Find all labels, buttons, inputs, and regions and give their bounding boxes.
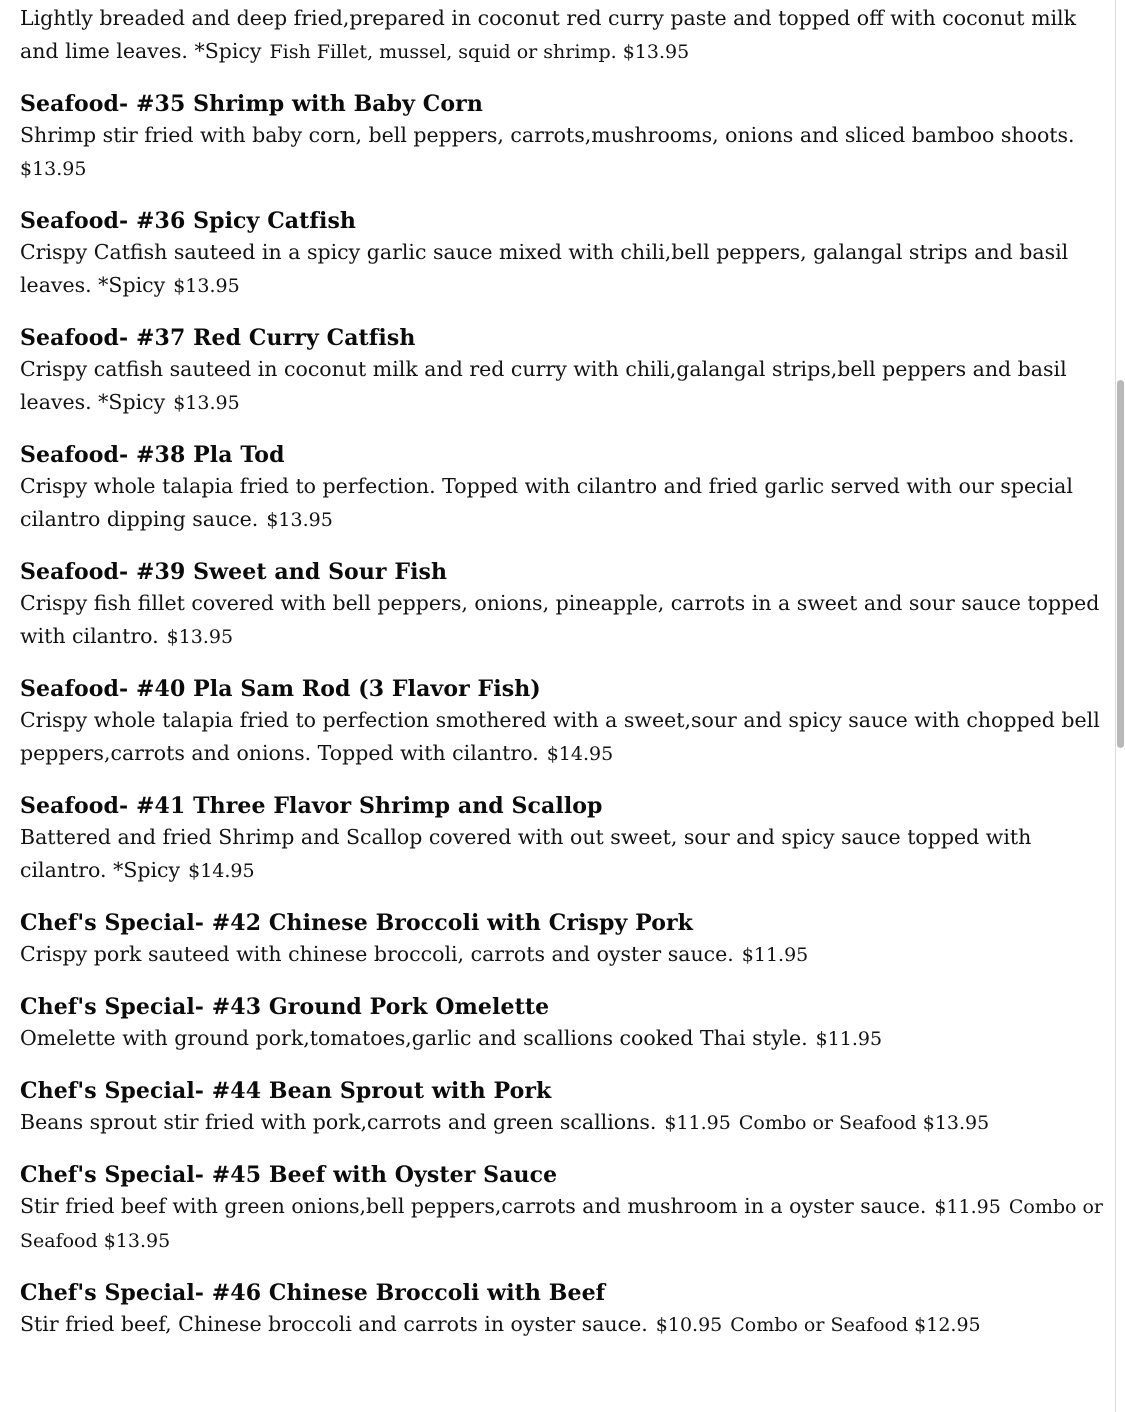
menu-item-extra: Fish Fillet, mussel, squid or shrimp. $13.95 bbox=[269, 41, 690, 63]
menu-item-title: Chef's Special- #46 Chinese Broccoli with Beef bbox=[20, 1280, 606, 1306]
menu-item-price: $14.95 bbox=[546, 743, 614, 765]
menu-item-description-text: Shrimp stir fried with baby corn, bell peppers, carrots,mushrooms, onions and sliced bamboo shoots. bbox=[20, 123, 1075, 147]
menu-item-description-text: Crispy fish fillet covered with bell peppers, onions, pineapple, carrots in a sweet and sour sauce topped with cilantro. bbox=[20, 591, 1100, 648]
menu-item bbox=[20, 791, 1112, 888]
menu-item-description bbox=[20, 236, 1112, 303]
menu-item-combo-price: Combo or Seafood $13.95 bbox=[738, 1112, 990, 1134]
menu-item-description bbox=[20, 1308, 1112, 1342]
menu-item-price: $14.95 bbox=[188, 860, 255, 882]
menu-item-description-text: Crispy catfish sauteed in coconut milk and red curry with chili,galangal strips,bell peppers and basil leaves. *Spicy bbox=[20, 357, 1067, 414]
menu-list bbox=[20, 2, 1112, 1362]
menu-item-title: Seafood- #39 Sweet and Sour Fish bbox=[20, 559, 448, 585]
menu-item-title: Seafood- #36 Spicy Catfish bbox=[20, 208, 357, 234]
menu-item bbox=[20, 908, 1112, 972]
menu-item-title: Chef's Special- #45 Beef with Oyster Sauce bbox=[20, 1162, 558, 1188]
menu-item-price: $11.95 bbox=[741, 944, 809, 966]
menu-item bbox=[20, 2, 1112, 69]
menu-item-description bbox=[20, 470, 1112, 537]
menu-item-description bbox=[20, 2, 1112, 69]
menu-item-price: $13.95 bbox=[173, 275, 240, 297]
menu-item-combo-price: Combo or Seafood $12.95 bbox=[730, 1314, 981, 1336]
menu-item-price: $10.95 bbox=[655, 1314, 723, 1336]
menu-item-description-text: Lightly breaded and deep fried,prepared in coconut red curry paste and topped off with coconut milk and lime leaves. *Spicy bbox=[20, 6, 1077, 63]
menu-item-combo-price: Combo or Seafood $13.95 bbox=[20, 1196, 1104, 1252]
menu-item-description-text: Stir fried beef with green onions,bell peppers,carrots and mushroom in a oyster sauce. bbox=[20, 1194, 927, 1218]
menu-item bbox=[20, 992, 1112, 1056]
menu-item bbox=[20, 440, 1112, 537]
menu-item bbox=[20, 1160, 1112, 1258]
menu-item-price: $13.95 bbox=[266, 509, 333, 531]
menu-item-price: $13.95 bbox=[166, 626, 234, 648]
menu-item-title: Seafood- #40 Pla Sam Rod (3 Flavor Fish) bbox=[20, 676, 541, 702]
menu-item-description-text: Stir fried beef, Chinese broccoli and carrots in oyster sauce. bbox=[20, 1312, 648, 1336]
menu-item-description-text: Battered and fried Shrimp and Scallop covered with out sweet, sour and spicy sauce topped with cilantro. *Spicy bbox=[20, 825, 1032, 882]
menu-item-description-text: Crispy pork sauteed with chinese broccoli, carrots and oyster sauce. bbox=[20, 942, 734, 966]
menu-item-description bbox=[20, 704, 1112, 771]
menu-item-title: Seafood- #41 Three Flavor Shrimp and Scallop bbox=[20, 793, 603, 819]
menu-item-title: Chef's Special- #44 Bean Sprout with Pork bbox=[20, 1078, 552, 1104]
scrollbar[interactable] bbox=[1116, 0, 1125, 1412]
menu-item-description bbox=[20, 1190, 1112, 1258]
menu-item-title: Chef's Special- #43 Ground Pork Omelette bbox=[20, 994, 550, 1020]
menu-item-description bbox=[20, 353, 1112, 420]
menu-item-description-text: Crispy Catfish sauteed in a spicy garlic sauce mixed with chili,bell peppers, galangal strips and basil leaves. *Spicy bbox=[20, 240, 1069, 297]
menu-item-title: Seafood- #37 Red Curry Catfish bbox=[20, 325, 416, 351]
menu-item bbox=[20, 206, 1112, 303]
menu-item-title: Seafood- #35 Shrimp with Baby Corn bbox=[20, 91, 483, 117]
scrollbar-thumb[interactable] bbox=[1117, 380, 1124, 748]
menu-item-description-text: Omelette with ground pork,tomatoes,garlic and scallions cooked Thai style. bbox=[20, 1026, 808, 1050]
menu-item-description bbox=[20, 119, 1112, 186]
menu-item-price: $11.95 bbox=[815, 1028, 883, 1050]
menu-item bbox=[20, 1076, 1112, 1140]
menu-item-description-text: Beans sprout stir fried with pork,carrots and green scallions. bbox=[20, 1110, 657, 1134]
menu-item bbox=[20, 1278, 1112, 1342]
menu-item-description bbox=[20, 1022, 1112, 1056]
menu-item-price: $13.95 bbox=[173, 392, 240, 414]
menu-item-description-text: Crispy whole talapia fried to perfection. Topped with cilantro and fried garlic served with our special cilantro dipping sauce. bbox=[20, 474, 1073, 531]
menu-item-price: $11.95 bbox=[664, 1112, 731, 1134]
menu-item-description bbox=[20, 938, 1112, 972]
menu-item-title: Seafood- #38 Pla Tod bbox=[20, 442, 285, 468]
menu-item-description-text: Crispy whole talapia fried to perfection smothered with a sweet,sour and spicy sauce with chopped bell peppers,carrots and onions. Topped with cilantro. bbox=[20, 708, 1100, 765]
menu-item bbox=[20, 323, 1112, 420]
menu-item-description bbox=[20, 821, 1112, 888]
menu-item-title: Chef's Special- #42 Chinese Broccoli with Crispy Pork bbox=[20, 910, 694, 936]
menu-item bbox=[20, 557, 1112, 654]
menu-item-description bbox=[20, 587, 1112, 654]
menu-item-price: $11.95 bbox=[934, 1196, 1001, 1218]
menu-item-price: $13.95 bbox=[20, 158, 87, 180]
menu-item bbox=[20, 674, 1112, 771]
menu-item-description bbox=[20, 1106, 1112, 1140]
menu-item bbox=[20, 89, 1112, 186]
